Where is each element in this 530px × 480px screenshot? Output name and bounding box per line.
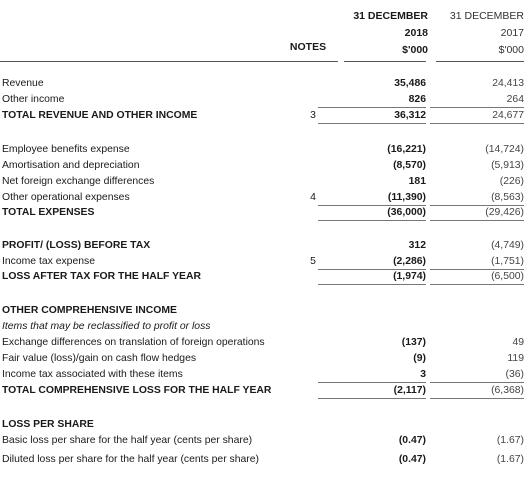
notes-header: NOTES — [289, 41, 327, 53]
row-value-2017: (4,749) — [491, 240, 524, 251]
row-value-2018: 36,312 — [318, 108, 426, 124]
table-row — [0, 238, 530, 254]
row-label: Income tax associated with these items — [2, 369, 183, 380]
row-label: Basic loss per share for the half year (cents per share) — [2, 435, 253, 446]
table-row — [0, 269, 530, 285]
row-value-2017: 49 — [512, 337, 524, 348]
row-value-2018: 35,486 — [394, 78, 426, 89]
row-label: Items that may be reclassified to profit or loss — [2, 321, 211, 332]
row-label: Amortisation and depreciation — [2, 160, 140, 171]
table-row — [0, 108, 530, 124]
row-value-2018: (2,117) — [318, 383, 426, 399]
row-label: Revenue — [2, 78, 44, 89]
row-label: Diluted loss per share for the half year (cents per share) — [2, 454, 260, 465]
row-note: 3 — [310, 110, 316, 121]
header-col-2017-line-2: 2017 — [500, 27, 524, 39]
table-row — [0, 254, 530, 270]
row-value-2017: 24,677 — [430, 108, 524, 124]
row-value-2017: 24,413 — [492, 78, 524, 89]
table-row — [0, 76, 530, 92]
table-row — [0, 190, 530, 206]
header-divider-2018 — [344, 61, 426, 62]
row-value-2018: (2,286) — [318, 254, 426, 270]
table-row — [0, 158, 530, 174]
row-value-2018: (11,390) — [318, 190, 426, 206]
row-value-2018: 181 — [408, 176, 426, 187]
row-label: Net foreign exchange differences — [2, 176, 155, 187]
table-row — [0, 92, 530, 108]
row-label: Employee benefits expense — [2, 144, 130, 155]
header-col-2018-line-2: 2018 — [404, 27, 428, 39]
row-value-2017: (1.67) — [496, 454, 524, 465]
row-label: Income tax expense — [2, 256, 95, 267]
table-row — [0, 367, 530, 383]
row-value-2017: 119 — [507, 353, 524, 364]
row-value-2017: (226) — [499, 176, 524, 187]
row-value-2018: (137) — [401, 337, 426, 348]
row-value-2018: (16,221) — [387, 144, 426, 155]
table-row — [0, 319, 530, 335]
row-label: LOSS PER SHARE — [2, 419, 94, 430]
header-divider-left — [0, 61, 338, 62]
row-note: 4 — [310, 192, 316, 203]
row-value-2018: (1,974) — [318, 269, 426, 285]
header-divider-2017 — [436, 61, 524, 62]
header-col-2018-line-1: 31 DECEMBER — [353, 10, 428, 22]
table-row — [0, 174, 530, 190]
header-col-2017 — [430, 8, 524, 59]
header-col-2017-line-1: 31 DECEMBER — [449, 10, 524, 22]
row-label: LOSS AFTER TAX FOR THE HALF YEAR — [2, 271, 201, 282]
row-value-2018: (9) — [413, 353, 426, 364]
row-label: Fair value (loss)/gain on cash flow hedges — [2, 353, 197, 364]
row-value-2018: (0.47) — [398, 454, 426, 465]
row-label: Other income — [2, 94, 65, 105]
row-value-2018: (0.47) — [398, 435, 426, 446]
row-value-2017: (6,368) — [430, 383, 524, 399]
row-value-2018: 3 — [318, 367, 426, 383]
row-label: OTHER COMPREHENSIVE INCOME — [2, 305, 177, 316]
row-value-2017: (5,913) — [491, 160, 524, 171]
row-value-2017: 264 — [430, 92, 524, 108]
table-row — [0, 205, 530, 221]
row-label: TOTAL EXPENSES — [2, 207, 95, 218]
row-note: 5 — [310, 256, 316, 267]
table-row — [0, 417, 530, 433]
header-col-2017-line-3: $'000 — [498, 44, 524, 56]
header-col-2018 — [318, 8, 428, 59]
row-value-2017: (14,724) — [485, 144, 524, 155]
row-value-2017: (29,426) — [430, 205, 524, 221]
row-value-2017: (1.67) — [496, 435, 524, 446]
row-label: TOTAL COMPREHENSIVE LOSS FOR THE HALF YEAR — [2, 385, 272, 396]
row-value-2017: (8,563) — [430, 190, 524, 206]
row-value-2017: (6,500) — [430, 269, 524, 285]
table-row — [0, 383, 530, 399]
row-label: PROFIT/ (LOSS) BEFORE TAX — [2, 240, 151, 251]
table-row — [0, 142, 530, 158]
row-value-2018: 826 — [318, 92, 426, 108]
table-row — [0, 351, 530, 367]
row-value-2018: (36,000) — [318, 205, 426, 221]
row-value-2018: 312 — [408, 240, 426, 251]
table-row — [0, 303, 530, 319]
header-col-2018-line-3: $'000 — [402, 44, 428, 56]
row-label: Exchange differences on translation of foreign operations — [2, 337, 265, 348]
table-row — [0, 433, 530, 449]
row-value-2017: (36) — [430, 367, 524, 383]
row-label: Other operational expenses — [2, 192, 130, 203]
table-row — [0, 452, 530, 468]
row-label: TOTAL REVENUE AND OTHER INCOME — [2, 110, 198, 121]
row-value-2018: (8,570) — [393, 160, 426, 171]
table-row — [0, 335, 530, 351]
row-value-2017: (1,751) — [430, 254, 524, 270]
